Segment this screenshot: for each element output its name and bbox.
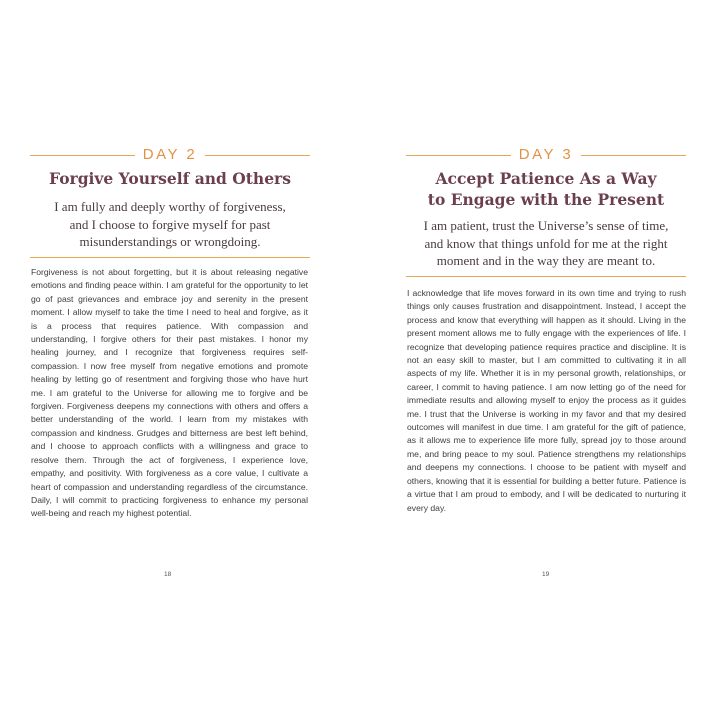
day-header [406, 147, 686, 163]
affirmation-line: misunderstandings or wrongdoing. [79, 234, 261, 249]
header-rule-left [30, 155, 135, 156]
affirmation-line: I am fully and deeply worthy of forgiveness, [54, 199, 286, 214]
affirmation [30, 198, 310, 251]
day-header [30, 147, 310, 163]
body-text: I acknowledge that life moves forward in its own time and trying to rush things only causes frustration and disappointment. Instead, I accept the process and know that everything will happen as it should. Living in the present moment allows me to fully engage with the experiences of life. I recognize that developing patience requires practice and discipline. It is not an easy skill to master, but I am committed to cultivating it in all aspects of my life. Whether it is in my personal growth, relationships, or career, I commit to having patience. I am now letting go of the need for immediate results and allowing myself to enjoy the process as it guides me. I trust that the Universe is working in my favor and that my desired outcomes will manifest in due time. I am grateful for the gift of patience, as it allows me to experience life more fully, spread joy to those around me, and bring peace to my soul. Patience strengthens my relationships and deepens my connections. I choose to be patient with myself and others, knowing that it is essential for building a better future. Patience is a virtue that I am proud to embody, and I will be dedicated to nurturing it every day. [407, 288, 686, 513]
affirmation [406, 217, 686, 270]
page-title [406, 168, 686, 210]
section-divider [30, 257, 310, 258]
section-divider [406, 276, 686, 277]
affirmation-line: and I choose to forgive myself for past [69, 216, 271, 232]
day-label: DAY 2 [142, 146, 198, 163]
page-number: 18 [164, 571, 172, 578]
page-number: 19 [542, 571, 550, 578]
header-rule-left [406, 155, 511, 156]
day-label: DAY 3 [518, 146, 574, 163]
page-title: Forgive Yourself and Others [49, 169, 291, 188]
body-text: Forgiveness is not about forgetting, but it is about releasing negative emotions and finding peace within. I am grateful for the opportunity to let go of past grievances and embrace joy and serenity in the present moment. I allow myself to take the time I need to heal and forgive, as it is a process that requires patience. With compassion and understanding, I forgive others for their past mistakes. I honor my healing journey, and I recognize that forgiveness requires self-compassion. I now free myself from negative emotions and promote healing by letting go of resentment and forgiving those who have hurt me. I am grateful to the Universe for allowing me to forgive and be forgiven. Forgiveness deepens my connections with others and offers a better understanding of the world. I learn from my mistakes with compassion and kindness. Grudges and bitterness are best left behind, and I choose to approach conflicts with a willingness and grace to resolve them. Through the act of forgiveness, I experience love, empathy, and positivity. With forgiveness as a core value, I cultivate a heart of compassion and understanding regardless of the circumstance. Daily, I will commit to practicing forgiveness to enhance my personal well-being and reach my highest potential. [31, 267, 308, 519]
affirmation-line: moment and in the way they are meant to. [436, 253, 656, 268]
header-rule-right [581, 155, 686, 156]
title-line: to Engage with the Present [427, 190, 665, 209]
right-page [358, 0, 716, 716]
header-rule-right [205, 155, 310, 156]
title-line: Accept Patience As a Way [435, 169, 657, 188]
affirmation-line: and know that things unfold for me at the right [424, 235, 668, 251]
affirmation-line: I am patient, trust the Universe’s sense of time, [423, 218, 669, 233]
